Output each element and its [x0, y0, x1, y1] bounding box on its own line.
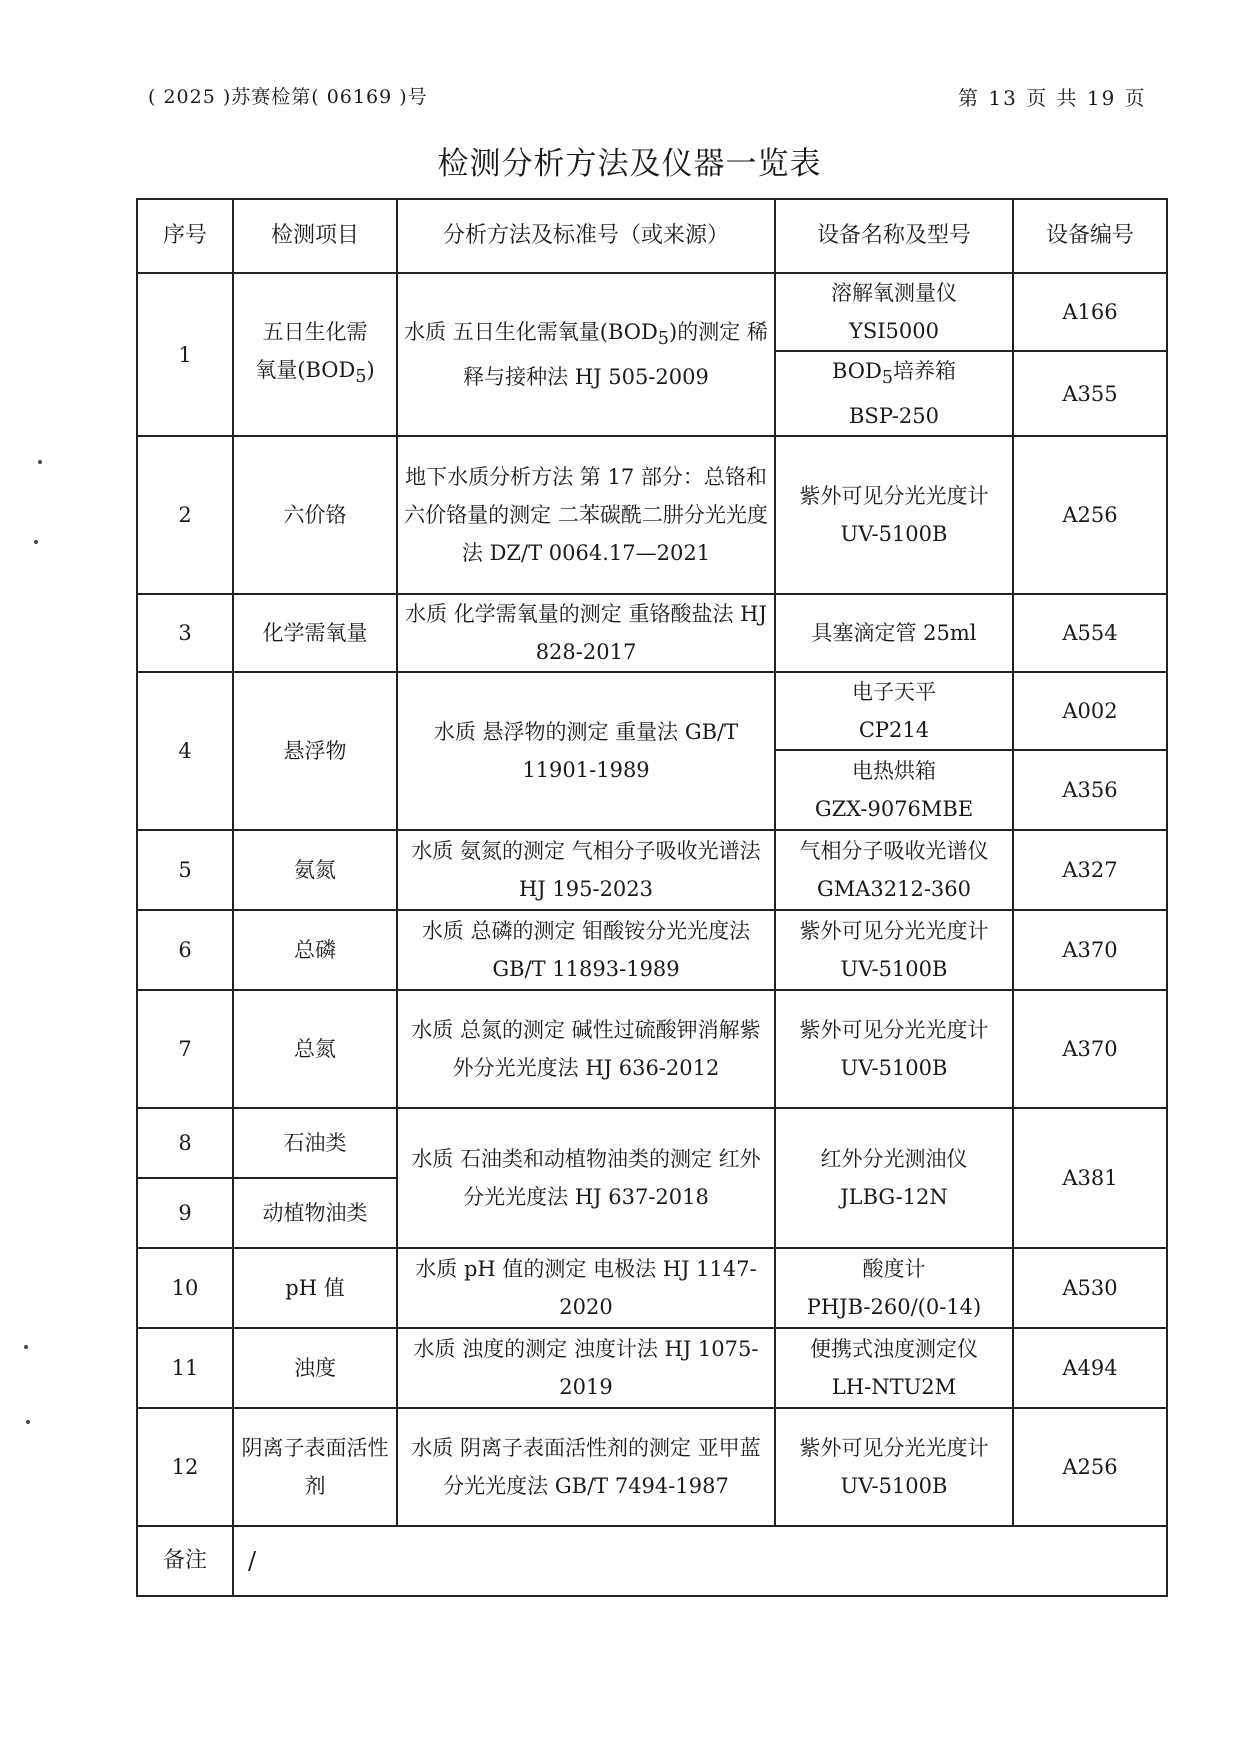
device-model: GZX-9076MBE [814, 797, 974, 822]
cell-method: 水质 总氮的测定 碱性过硫酸钾消解紫外分光光度法 HJ 636-2012 [397, 990, 775, 1108]
scan-speck [26, 1420, 30, 1424]
table-row [137, 1108, 1167, 1178]
cell-device: 紫外可见分光光度计 UV-5100B [775, 990, 1013, 1108]
cell-item: 动植物油类 [233, 1178, 397, 1248]
cell-method: 水质 阴离子表面活性剂的测定 亚甲蓝分光光度法 GB/T 7494-1987 [397, 1408, 775, 1526]
method-text: 水质 五日生化需氧量(BOD [404, 320, 658, 344]
subscript: 5 [881, 368, 893, 389]
remark-label: 备注 [137, 1526, 233, 1596]
cell-method: 地下水质分析方法 第 17 部分：总铬和六价铬量的测定 二苯碳酰二肼分光光度法 DZ/T 0064.17—2021 [397, 436, 775, 594]
cell-seq: 8 [137, 1108, 233, 1178]
cell-method: 水质 pH 值的测定 电极法 HJ 1147-2020 [397, 1248, 775, 1328]
table-row [137, 436, 1167, 594]
table-row [137, 594, 1167, 672]
cell-method: 水质 化学需氧量的测定 重铬酸盐法 HJ 828-2017 [397, 594, 775, 672]
device-name: 电热烘箱 [852, 759, 936, 784]
item-text: ) [366, 358, 375, 382]
header-device-id: 设备编号 [1013, 199, 1167, 273]
table-row [137, 1328, 1167, 1408]
cell-device-id: A370 [1013, 910, 1167, 990]
cell-seq: 12 [137, 1408, 233, 1526]
device-name: 酸度计 [862, 1257, 926, 1282]
scan-speck [24, 1345, 28, 1349]
cell-device-id: A256 [1013, 436, 1167, 594]
device-name: 红外分光测油仪 [820, 1147, 968, 1172]
device-model: YSI5000 [849, 319, 939, 343]
remark-value: / [233, 1526, 1167, 1596]
table-row [137, 273, 1167, 351]
cell-seq: 4 [137, 672, 233, 830]
cell-item: 浊度 [233, 1328, 397, 1408]
device-name: BOD [831, 359, 882, 383]
cell-item: 悬浮物 [233, 672, 397, 830]
methods-instruments-table [136, 198, 1168, 1597]
cell-seq: 5 [137, 830, 233, 910]
item-text: 氧量(BOD [255, 358, 356, 382]
remark-row [137, 1526, 1167, 1596]
report-number: ( 2025 )苏赛检第( 06169 )号 [148, 86, 428, 108]
device-name: 培养箱 [893, 359, 956, 383]
cell-device [775, 1108, 1013, 1248]
cell-seq: 7 [137, 990, 233, 1108]
cell-device-id: A327 [1013, 830, 1167, 910]
cell-seq: 2 [137, 436, 233, 594]
subscript: 5 [657, 329, 669, 350]
device-model: PHJB-260/(0-14) [806, 1295, 982, 1320]
scan-speck [34, 540, 38, 544]
cell-device [775, 273, 1013, 351]
cell-device [775, 351, 1013, 436]
cell-device: 紫外可见分光光度计 UV-5100B [775, 1408, 1013, 1526]
device-model: JLBG-12N [840, 1185, 948, 1210]
device-model: CP214 [858, 718, 930, 743]
device-model: LH-NTU2M [831, 1375, 957, 1400]
header-method: 分析方法及标准号（或来源） [397, 199, 775, 273]
table-row [137, 1408, 1167, 1526]
cell-device [775, 1248, 1013, 1328]
device-name: 电子天平 [852, 680, 936, 705]
cell-item: 总磷 [233, 910, 397, 990]
cell-device-id: A356 [1013, 750, 1167, 830]
cell-method: 水质 浊度的测定 浊度计法 HJ 1075-2019 [397, 1328, 775, 1408]
cell-device [775, 672, 1013, 750]
document-title: 检测分析方法及仪器一览表 [437, 146, 822, 182]
table-row [137, 830, 1167, 910]
cell-seq: 9 [137, 1178, 233, 1248]
cell-seq: 11 [137, 1328, 233, 1408]
cell-device: 气相分子吸收光谱仪 GMA3212-360 [775, 830, 1013, 910]
cell-seq: 1 [137, 273, 233, 436]
cell-device-id: A002 [1013, 672, 1167, 750]
cell-device-id: A355 [1013, 351, 1167, 436]
scan-speck [38, 460, 42, 464]
table-row [137, 990, 1167, 1108]
cell-method [397, 273, 775, 436]
item-text: 五日生化需 [262, 320, 368, 344]
page-info: 第 13 页 共 19 页 [958, 86, 1147, 110]
cell-seq: 3 [137, 594, 233, 672]
cell-device: 具塞滴定管 25ml [775, 594, 1013, 672]
device-model: BSP-250 [849, 404, 939, 429]
subscript: 5 [355, 367, 367, 388]
cell-device-id: A554 [1013, 594, 1167, 672]
cell-item: 总氮 [233, 990, 397, 1108]
table-header-row [137, 199, 1167, 273]
cell-method: 水质 石油类和动植物油类的测定 红外分光光度法 HJ 637-2018 [397, 1108, 775, 1248]
cell-device-id: A381 [1013, 1108, 1167, 1248]
cell-device [775, 750, 1013, 830]
cell-device-id: A256 [1013, 1408, 1167, 1526]
cell-method: 水质 氨氮的测定 气相分子吸收光谱法 HJ 195-2023 [397, 830, 775, 910]
table-row [137, 910, 1167, 990]
table-row [137, 1248, 1167, 1328]
device-name: 溶解氧测量仪 [831, 281, 957, 305]
cell-method: 水质 总磷的测定 钼酸铵分光光度法 GB/T 11893-1989 [397, 910, 775, 990]
cell-item [233, 273, 397, 436]
cell-device-id: A494 [1013, 1328, 1167, 1408]
cell-device-id: A370 [1013, 990, 1167, 1108]
cell-item: 氨氮 [233, 830, 397, 910]
header-item: 检测项目 [233, 199, 397, 273]
cell-device [775, 1328, 1013, 1408]
cell-item: pH 值 [233, 1248, 397, 1328]
cell-item: 化学需氧量 [233, 594, 397, 672]
device-name: 便携式浊度测定仪 [810, 1337, 978, 1362]
cell-method: 水质 悬浮物的测定 重量法 GB/T 11901-1989 [397, 672, 775, 830]
cell-device: 紫外可见分光光度计 UV-5100B [775, 910, 1013, 990]
cell-device-id: A530 [1013, 1248, 1167, 1328]
table-row [137, 672, 1167, 750]
cell-item: 六价铬 [233, 436, 397, 594]
cell-seq: 6 [137, 910, 233, 990]
header-seq: 序号 [137, 199, 233, 273]
cell-item: 阴离子表面活性剂 [233, 1408, 397, 1526]
cell-item: 石油类 [233, 1108, 397, 1178]
method-text: )的测定 稀释与接种法 HJ 505-2009 [463, 320, 768, 390]
cell-device-id: A166 [1013, 273, 1167, 351]
cell-seq: 10 [137, 1248, 233, 1328]
cell-device: 紫外可见分光光度计 UV-5100B [775, 436, 1013, 594]
header-device: 设备名称及型号 [775, 199, 1013, 273]
